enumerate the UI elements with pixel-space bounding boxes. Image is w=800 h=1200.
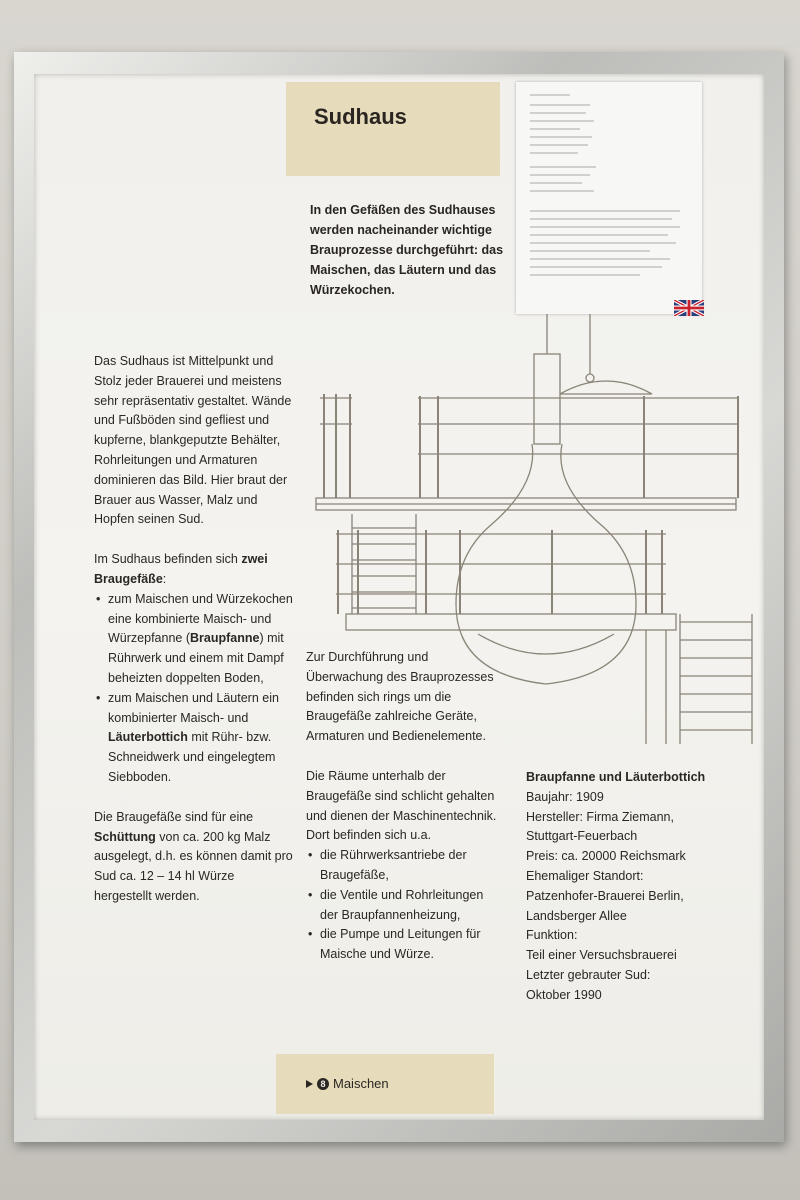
left-paragraph-3: Die Braugefäße sind für eine Schüttung von ca. 200 kg Malz ausgelegt, d.h. es können damit pro Sud ca. 12 – 14 hl Würze hergestellt werden.: [94, 809, 293, 903]
object-detail: Funktion:: [526, 928, 578, 943]
middle-column: [306, 648, 502, 965]
machinery-list: [306, 846, 502, 965]
play-arrow-icon: [306, 1080, 313, 1088]
station-number-badge: 8: [317, 1078, 329, 1090]
object-detail: Patzenhofer-Brauerei Berlin,: [526, 888, 684, 903]
object-detail: Landsberger Allee: [526, 908, 627, 923]
list-item: • die Pumpe und Leitungen für Maische und Würze.: [320, 925, 502, 965]
object-detail: Teil einer Versuchsbrauerei: [526, 948, 677, 963]
object-heading: Braupfanne und Läuterbottich: [526, 770, 706, 784]
list-item: • zum Maischen und Würzekochen eine kombinierte Maisch- und Würzepfanne (Braupfanne) mit Rührwerk und einem mit Dampf beheizten doppelten Boden,: [108, 590, 294, 689]
vessel-list: [94, 590, 294, 788]
intro-text: In den Gefäßen des Sudhauses werden nacheinander wichtige Brauprozesse durchgeführt: das Maischen, das Läutern und das Würzekochen.: [310, 203, 504, 297]
title-box: [286, 82, 500, 176]
left-paragraph-1: Das Sudhaus ist Mittelpunkt und Stolz jeder Brauerei und meistens sehr repräsentativ gestaltet. Wände und Fußböden sind gefliest und kupferne, blankgeputzte Behälter, Rohrleitungen und Armaturen dominieren das Bild. Hier braut der Brauer aus Wasser, Malz und Hopfen seinen Sud.: [94, 354, 292, 527]
middle-paragraph-1: Zur Durchführung und Überwachung des Brauprozesses befinden sich rings um die Braugefäße zahlreiche Geräte, Armaturen und Bedienelemente.: [306, 650, 494, 744]
picture-frame: [14, 52, 784, 1142]
info-panel: [34, 74, 764, 1120]
next-station-label: Maischen: [333, 1076, 389, 1091]
page-title: Sudhaus: [314, 104, 407, 129]
next-station-link: [306, 1076, 389, 1091]
left-paragraph-2: Im Sudhaus befinden sich zwei Braugefäße:: [94, 552, 268, 586]
object-detail: Letzter gebrauter Sud:: [526, 967, 651, 982]
object-detail: Preis: ca. 20000 Reichsmark: [526, 849, 686, 864]
left-column: [94, 352, 294, 907]
list-item: • die Ventile und Rohrleitungen der Braupfannenheizung,: [320, 886, 502, 926]
list-item: • die Rührwerksantriebe der Braugefäße,: [320, 846, 502, 886]
middle-paragraph-2: Die Räume unterhalb der Braugefäße sind schlicht gehalten und dienen der Maschinentechnik. Dort befinden sich u.a.: [306, 768, 497, 843]
object-detail: Oktober 1990: [526, 987, 602, 1002]
right-column: [526, 768, 736, 1006]
next-station-box: [276, 1054, 494, 1114]
list-item: • zum Maischen und Läutern ein kombinierter Maisch- und Läuterbottich mit Rühr- bzw. Schneidwerk und eingelegtem Siebboden.: [108, 689, 294, 788]
object-detail: Ehemaliger Standort:: [526, 868, 644, 883]
object-detail: Stuttgart-Feuerbach: [526, 829, 638, 844]
english-translation-sheet: [516, 82, 702, 314]
object-detail: Baujahr: 1909: [526, 789, 604, 804]
object-detail: Hersteller: Firma Ziemann,: [526, 809, 674, 824]
